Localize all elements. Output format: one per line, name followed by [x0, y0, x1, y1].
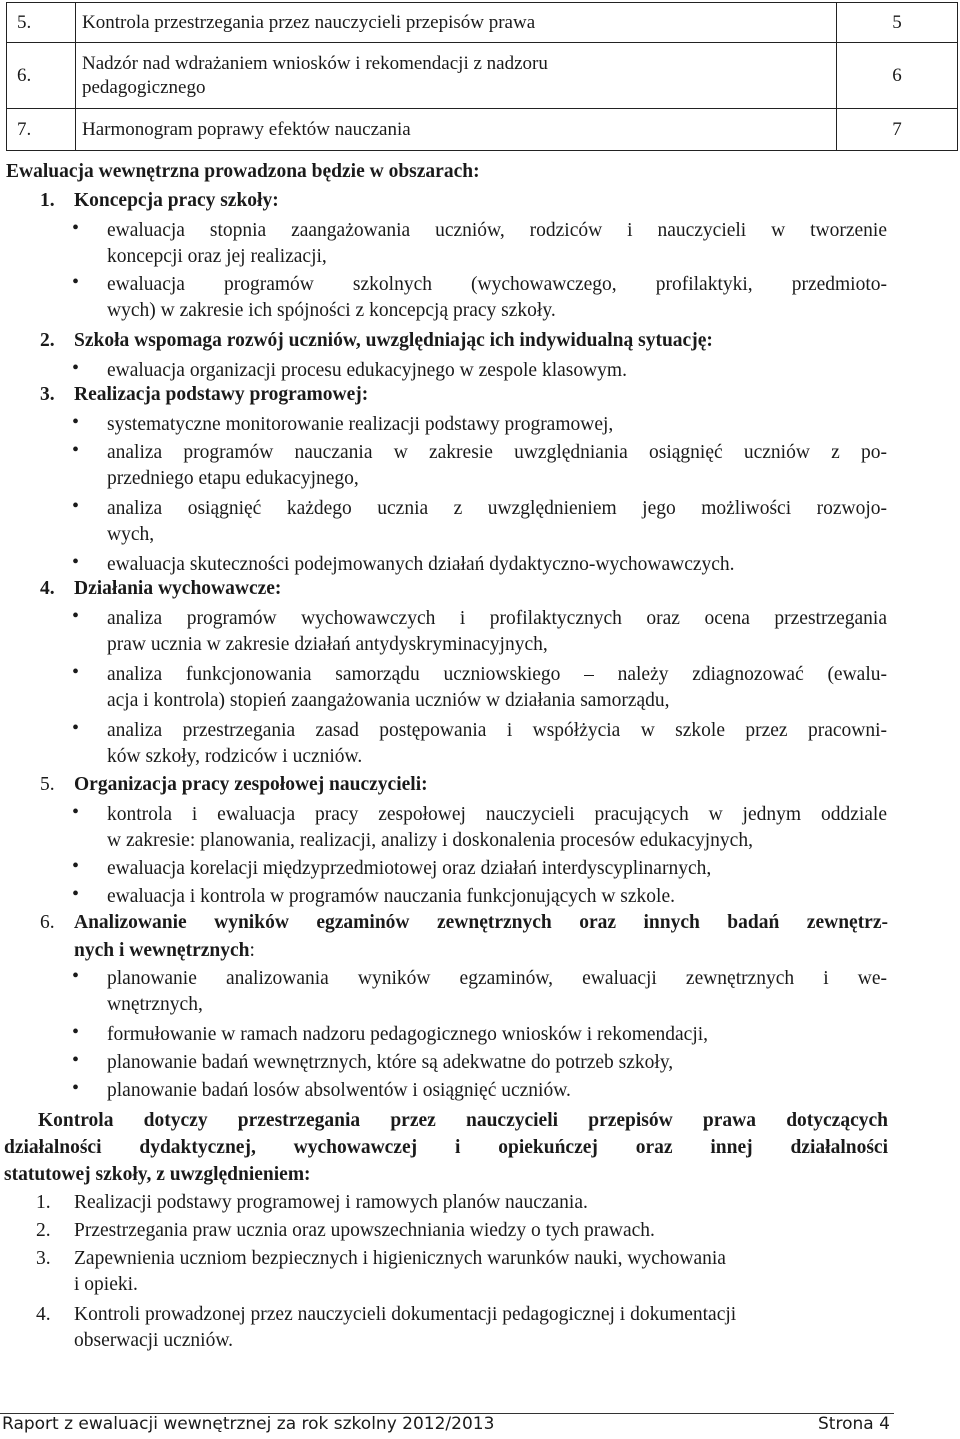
- section-title-line1: Analizowanie wyników egzaminów zewnętrznych oraz innych badań zewnętrz-: [74, 912, 888, 933]
- section-number: 5.: [40, 774, 55, 795]
- bullet-line: wych) w zakresie ich spójności z koncepcją pracy szkoły.: [107, 300, 556, 321]
- bullet-line: w zakresie: planowania, realizacji, analizy i doskonalenia procesów edukacyjnych,: [107, 830, 753, 851]
- section-heading: [40, 384, 368, 406]
- bullet-icon: •: [72, 217, 80, 239]
- bullet-line: ewaluacja i kontrola w programów nauczania funkcjonujących w szkole.: [107, 886, 675, 907]
- section-heading: [40, 578, 281, 600]
- kontrola-line: działalności dydaktycznej, wychowawczej i opiekuńczej oraz innej działalności: [4, 1137, 888, 1158]
- section-heading: [40, 190, 279, 212]
- bullet-icon: •: [72, 411, 80, 433]
- bullet-line: ewaluacja skuteczności podejmowanych działań dydaktyczno-wychowawczych.: [107, 554, 735, 575]
- bullet-icon: •: [72, 551, 80, 573]
- footer-page-number: Strona 4: [818, 1414, 890, 1434]
- bullet-line: ewaluacja organizacji procesu edukacyjnego w zespole klasowym.: [107, 360, 627, 381]
- kontrola-line: Kontrola dotyczy przestrzegania przez nauczycieli przepisów prawa dotyczących: [38, 1110, 888, 1131]
- bullet-icon: •: [72, 271, 80, 293]
- section-number: 4.: [40, 578, 55, 599]
- bullet-icon: •: [72, 605, 80, 627]
- row-number: 6.: [7, 43, 76, 109]
- section-heading: [40, 330, 713, 352]
- section-number: 3.: [40, 384, 55, 405]
- bullet-icon: •: [72, 801, 80, 823]
- bullet-line: planowanie analizowania wyników egzaminów, ewaluacji zewnętrznych i we-: [107, 968, 887, 989]
- bullet-line: ków szkoły, rodziców i uczniów.: [107, 746, 363, 767]
- bullet-icon: •: [72, 439, 80, 461]
- table-row: [7, 109, 958, 151]
- table-row: [7, 3, 958, 43]
- section-heading: [40, 912, 890, 934]
- section-title: Realizacja podstawy programowej:: [74, 384, 369, 405]
- footer-report-title: Raport z ewaluacji wewnętrznej za rok szkolny 2012/2013: [2, 1414, 495, 1434]
- section-title-text: nych i wewnętrznych: [74, 940, 250, 961]
- bullet-line: analiza osiągnięć każdego ucznia z uwzględnieniem jego możliwości rozwojo-: [107, 498, 887, 519]
- bullet-line: koncepcji oraz jej realizacji,: [107, 246, 327, 267]
- bullet-line: analiza programów wychowawczych i profilaktycznych oraz ocena przestrzegania: [107, 608, 887, 629]
- section-title: Koncepcja pracy szkoły:: [74, 190, 279, 211]
- bullet-icon: •: [72, 717, 80, 739]
- section-title: Szkoła wspomaga rozwój uczniów, uwzględniając ich indywidualną sytuację:: [74, 330, 713, 351]
- kontrola-item-text: Kontroli prowadzonej przez nauczycieli dokumentacji pedagogicznej i dokumentacji: [74, 1304, 737, 1325]
- row-text: [76, 43, 837, 109]
- bullet-icon: •: [72, 357, 80, 379]
- kontrola-item-number: 4.: [36, 1304, 51, 1325]
- bullet-line: planowanie badań losów absolwentów i osiągnięć uczniów.: [107, 1080, 571, 1101]
- row-text: Kontrola przestrzegania przez nauczycieli przepisów prawa: [76, 3, 837, 43]
- kontrola-item-number: 2.: [36, 1220, 51, 1241]
- table-row: [7, 43, 958, 109]
- row-text-line1: Nadzór nad wdrażaniem wniosków i rekomendacji z nadzoru: [82, 52, 548, 74]
- kontrola-item-text: Przestrzegania praw ucznia oraz upowszechniania wiedzy o tych prawach.: [74, 1220, 655, 1241]
- kontrola-item-number: 1.: [36, 1192, 51, 1213]
- row-number: 5.: [7, 3, 76, 43]
- bullet-line: wych,: [107, 524, 155, 545]
- bullet-line: kontrola i ewaluacja pracy zespołowej nauczycieli pracujących w jednym oddziale: [107, 804, 887, 825]
- bullet-line: formułowanie w ramach nadzoru pedagogicznego wniosków i rekomendacji,: [107, 1024, 709, 1045]
- row-text-line2: pedagogicznego: [82, 76, 206, 98]
- bullet-line: analiza funkcjonowania samorządu uczniowskiego – należy zdiagnozować (ewalu-: [107, 664, 887, 685]
- bullet-line: ewaluacja stopnia zaangażowania uczniów, rodziców i nauczycieli w tworzenie: [107, 220, 887, 241]
- section-number: 1.: [40, 190, 55, 211]
- bullet-line: analiza przestrzegania zasad postępowania i współżycia w szkole przez pracowni-: [107, 720, 887, 741]
- intro-heading: Ewaluacja wewnętrzna prowadzona będzie w obszarach:: [6, 161, 480, 182]
- row-page: 5: [837, 3, 958, 43]
- bullet-line: acja i kontrola) stopień zaangażowania uczniów w działania samorządu,: [107, 690, 670, 711]
- bullet-line: ewaluacja programów szkolnych (wychowawczego, profilaktyki, przedmioto-: [107, 274, 887, 295]
- bullet-icon: •: [72, 883, 80, 905]
- section-heading: [40, 774, 428, 796]
- kontrola-line: statutowej szkoły, z uwzględnieniem:: [4, 1164, 311, 1185]
- bullet-icon: •: [72, 855, 80, 877]
- bullet-line: planowanie badań wewnętrznych, które są adekwatne do potrzeb szkoły,: [107, 1052, 674, 1073]
- section-title: Organizacja pracy zespołowej nauczycieli:: [74, 774, 428, 795]
- bullet-icon: •: [72, 661, 80, 683]
- kontrola-item-text: obserwacji uczniów.: [74, 1330, 234, 1351]
- bullet-line: ewaluacja korelacji międzyprzedmiotowej oraz działań interdyscyplinarnych,: [107, 858, 712, 879]
- section-number: 6.: [40, 912, 55, 933]
- row-page: 6: [837, 43, 958, 109]
- bullet-icon: •: [72, 1077, 80, 1099]
- kontrola-item-text: i opieki.: [74, 1274, 138, 1295]
- row-number: 7.: [7, 109, 76, 151]
- kontrola-item-text: Zapewnienia uczniom bezpiecznych i higienicznych warunków nauki, wychowania: [74, 1248, 726, 1269]
- kontrola-item-text: Realizacji podstawy programowej i ramowych planów nauczania.: [74, 1192, 588, 1213]
- contents-table: [6, 2, 958, 151]
- bullet-icon: •: [72, 965, 80, 987]
- section-title: Działania wychowawcze:: [74, 578, 282, 599]
- bullet-line: przedniego etapu edukacyjnego,: [107, 468, 359, 489]
- row-text: Harmonogram poprawy efektów nauczania: [76, 109, 837, 151]
- bullet-line: analiza programów nauczania w zakresie uwzględniania osiągnięć uczniów z po-: [107, 442, 887, 463]
- bullet-line: wnętrznych,: [107, 994, 203, 1015]
- kontrola-item-number: 3.: [36, 1248, 51, 1269]
- bullet-line: praw ucznia w zakresie działań antydyskryminacyjnych,: [107, 634, 548, 655]
- row-page: 7: [837, 109, 958, 151]
- bullet-line: systematyczne monitorowanie realizacji podstawy programowej,: [107, 414, 614, 435]
- bullet-icon: •: [72, 1021, 80, 1043]
- bullet-icon: •: [72, 495, 80, 517]
- section-number: 2.: [40, 330, 55, 351]
- section-title-line2: nych i wewnętrznych:: [74, 940, 255, 961]
- bullet-icon: •: [72, 1049, 80, 1071]
